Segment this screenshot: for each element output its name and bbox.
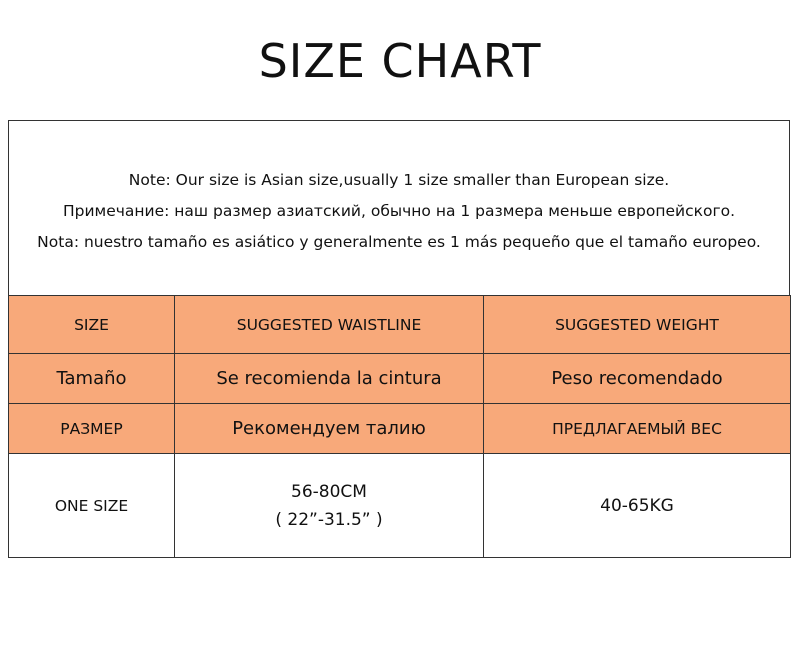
page-title: SIZE CHART <box>258 34 542 88</box>
table-header-row-russian <box>9 404 791 454</box>
header-size-es: Tamaño <box>9 354 175 404</box>
notes-section <box>9 121 789 295</box>
cell-weight: 40-65KG <box>484 454 791 558</box>
size-chart-frame <box>8 120 790 558</box>
table-header-row-english <box>9 296 791 354</box>
header-size: SIZE <box>9 296 175 354</box>
header-weight-es: Peso recomendado <box>484 354 791 404</box>
note-spanish: Nota: nuestro tamaño es asiático y generalmente es 1 más pequeño que el tamaño europeo. <box>37 233 761 251</box>
note-english: Note: Our size is Asian size,usually 1 size smaller than European size. <box>128 171 670 189</box>
note-russian: Примечание: наш размер азиатский, обычно на 1 размера меньше европейского. <box>62 202 736 220</box>
table-header-row-spanish <box>9 354 791 404</box>
header-waistline: SUGGESTED WAISTLINE <box>175 296 484 354</box>
size-table <box>8 295 791 558</box>
header-waistline-ru: Рекомендуем талию <box>175 404 484 454</box>
table-row <box>9 454 791 558</box>
header-weight-ru: ПРЕДЛАГАЕМЫЙ ВЕС <box>484 404 791 454</box>
cell-waistline-cm: 56-80CM <box>291 481 367 502</box>
header-size-ru: РАЗМЕР <box>9 404 175 454</box>
cell-size: ONE SIZE <box>9 454 175 558</box>
header-weight: SUGGESTED WEIGHT <box>484 296 791 354</box>
header-waistline-es: Se recomienda la cintura <box>175 354 484 404</box>
cell-waistline-inch: ( 22”-31.5” ) <box>275 509 383 530</box>
cell-waistline <box>175 454 484 558</box>
